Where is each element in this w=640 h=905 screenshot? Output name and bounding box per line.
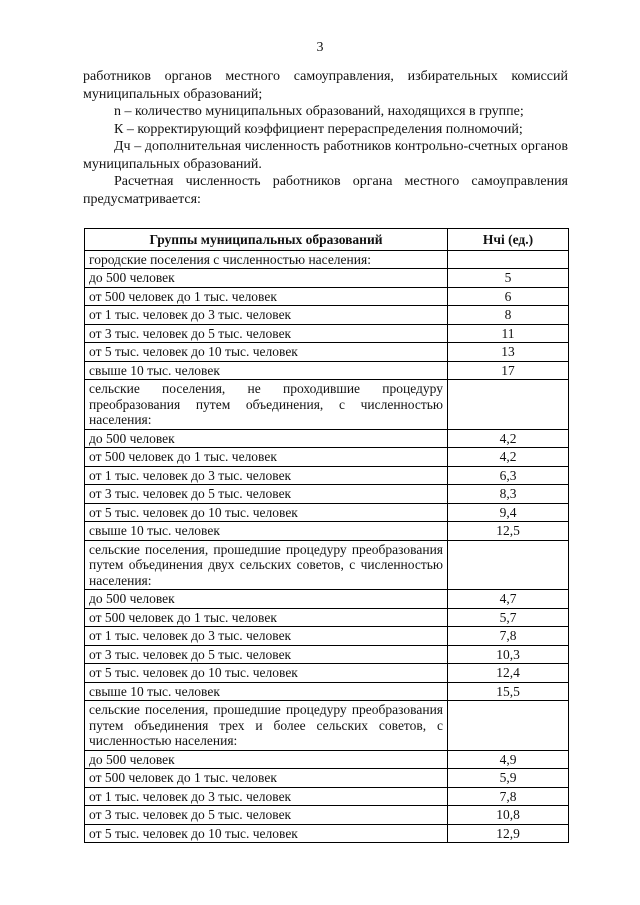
column-header-groups: Группы муниципальных образований xyxy=(85,229,448,251)
table-row xyxy=(85,448,569,467)
norm-value-cell: 7,8 xyxy=(448,787,569,806)
population-range-cell: от 5 тыс. человек до 10 тыс. человек xyxy=(85,343,448,362)
population-range-cell: до 500 человек xyxy=(85,590,448,609)
population-range-cell: от 3 тыс. человек до 5 тыс. человек xyxy=(85,806,448,825)
norm-value-cell: 6,3 xyxy=(448,466,569,485)
group-heading-cell: сельские поселения, прошедшие процедуру преобразования путем объединения двух сельских советов, с численностью населения: xyxy=(85,540,448,590)
norm-value-cell: 4,9 xyxy=(448,750,569,769)
norm-value-cell: 8 xyxy=(448,306,569,325)
table-row xyxy=(85,682,569,701)
table-row xyxy=(85,590,569,609)
norm-value-cell: 4,7 xyxy=(448,590,569,609)
group-heading-cell: сельские поселения, не проходившие процедуру преобразования путем объединения, с численностью населения: xyxy=(85,380,448,430)
table-group-row xyxy=(85,540,569,590)
table-row xyxy=(85,769,569,788)
norm-value-cell: 17 xyxy=(448,361,569,380)
population-range-cell: от 500 человек до 1 тыс. человек xyxy=(85,769,448,788)
norm-value-cell: 4,2 xyxy=(448,429,569,448)
norm-value-cell xyxy=(448,540,569,590)
table-row xyxy=(85,750,569,769)
population-range-cell: от 3 тыс. человек до 5 тыс. человек xyxy=(85,324,448,343)
population-range-cell: от 5 тыс. человек до 10 тыс. человек xyxy=(85,503,448,522)
table-row xyxy=(85,824,569,843)
norm-value-cell: 13 xyxy=(448,343,569,362)
intro-paragraph: n – количество муниципальных образований, находящихся в группе; xyxy=(114,104,524,119)
table-row xyxy=(85,287,569,306)
table-row xyxy=(85,806,569,825)
intro-text xyxy=(83,68,568,208)
norm-value-cell: 12,9 xyxy=(448,824,569,843)
table-row xyxy=(85,664,569,683)
table-group-row xyxy=(85,250,569,269)
norm-value-cell: 5,9 xyxy=(448,769,569,788)
norm-value-cell: 5 xyxy=(448,269,569,288)
group-heading-cell: сельские поселения, прошедшие процедуру преобразования путем объединения трех и более сельских советов, с численностью населения: xyxy=(85,701,448,751)
population-range-cell: до 500 человек xyxy=(85,750,448,769)
table-row xyxy=(85,522,569,541)
group-heading-cell: городские поселения с численностью населения: xyxy=(85,250,448,269)
norm-value-cell: 9,4 xyxy=(448,503,569,522)
column-header-nchi: Нчі (ед.) xyxy=(448,229,569,251)
norm-value-cell xyxy=(448,250,569,269)
population-range-cell: от 500 человек до 1 тыс. человек xyxy=(85,287,448,306)
table-row xyxy=(85,627,569,646)
population-range-cell: от 500 человек до 1 тыс. человек xyxy=(85,608,448,627)
norm-value-cell: 12,4 xyxy=(448,664,569,683)
norm-value-cell: 5,7 xyxy=(448,608,569,627)
norm-value-cell: 11 xyxy=(448,324,569,343)
table-row xyxy=(85,485,569,504)
table-row xyxy=(85,429,569,448)
table-row xyxy=(85,466,569,485)
intro-paragraph: работников органов местного самоуправления, избирательных комиссий муниципальных образований; xyxy=(83,69,568,102)
population-range-cell: свыше 10 тыс. человек xyxy=(85,522,448,541)
norm-value-cell xyxy=(448,701,569,751)
table-row xyxy=(85,324,569,343)
population-range-cell: до 500 человек xyxy=(85,269,448,288)
population-range-cell: свыше 10 тыс. человек xyxy=(85,361,448,380)
population-range-cell: до 500 человек xyxy=(85,429,448,448)
population-range-cell: от 1 тыс. человек до 3 тыс. человек xyxy=(85,306,448,325)
norm-value-cell: 4,2 xyxy=(448,448,569,467)
population-range-cell: от 5 тыс. человек до 10 тыс. человек xyxy=(85,664,448,683)
population-range-cell: от 5 тыс. человек до 10 тыс. человек xyxy=(85,824,448,843)
population-range-cell: от 3 тыс. человек до 5 тыс. человек xyxy=(85,485,448,504)
table-row xyxy=(85,361,569,380)
norm-value-cell: 8,3 xyxy=(448,485,569,504)
table-row xyxy=(85,787,569,806)
population-range-cell: от 500 человек до 1 тыс. человек xyxy=(85,448,448,467)
table-header-row xyxy=(85,229,569,251)
table-row xyxy=(85,645,569,664)
table-row xyxy=(85,503,569,522)
norm-value-cell xyxy=(448,380,569,430)
population-range-cell: от 3 тыс. человек до 5 тыс. человек xyxy=(85,645,448,664)
intro-paragraph: К – корректирующий коэффициент перераспределения полномочий; xyxy=(114,121,523,137)
table-row xyxy=(85,306,569,325)
population-range-cell: от 1 тыс. человек до 3 тыс. человек xyxy=(85,787,448,806)
table-row xyxy=(85,269,569,288)
norm-value-cell: 12,5 xyxy=(448,522,569,541)
population-range-cell: от 1 тыс. человек до 3 тыс. человек xyxy=(85,627,448,646)
table-row xyxy=(85,343,569,362)
intro-paragraph: Расчетная численность работников органа местного самоуправления предусматривается: xyxy=(83,174,568,207)
population-range-cell: свыше 10 тыс. человек xyxy=(85,682,448,701)
intro-paragraph: Дч – дополнительная численность работников контрольно-счетных органов муниципальных образований. xyxy=(83,139,568,172)
norm-value-cell: 15,5 xyxy=(448,682,569,701)
table-group-row xyxy=(85,701,569,751)
norm-value-cell: 10,3 xyxy=(448,645,569,664)
norm-value-cell: 7,8 xyxy=(448,627,569,646)
norm-value-cell: 6 xyxy=(448,287,569,306)
table-group-row xyxy=(85,380,569,430)
population-range-cell: от 1 тыс. человек до 3 тыс. человек xyxy=(85,466,448,485)
norm-value-cell: 10,8 xyxy=(448,806,569,825)
table-row xyxy=(85,608,569,627)
page-number: 3 xyxy=(316,40,324,55)
staffing-table xyxy=(84,228,569,843)
